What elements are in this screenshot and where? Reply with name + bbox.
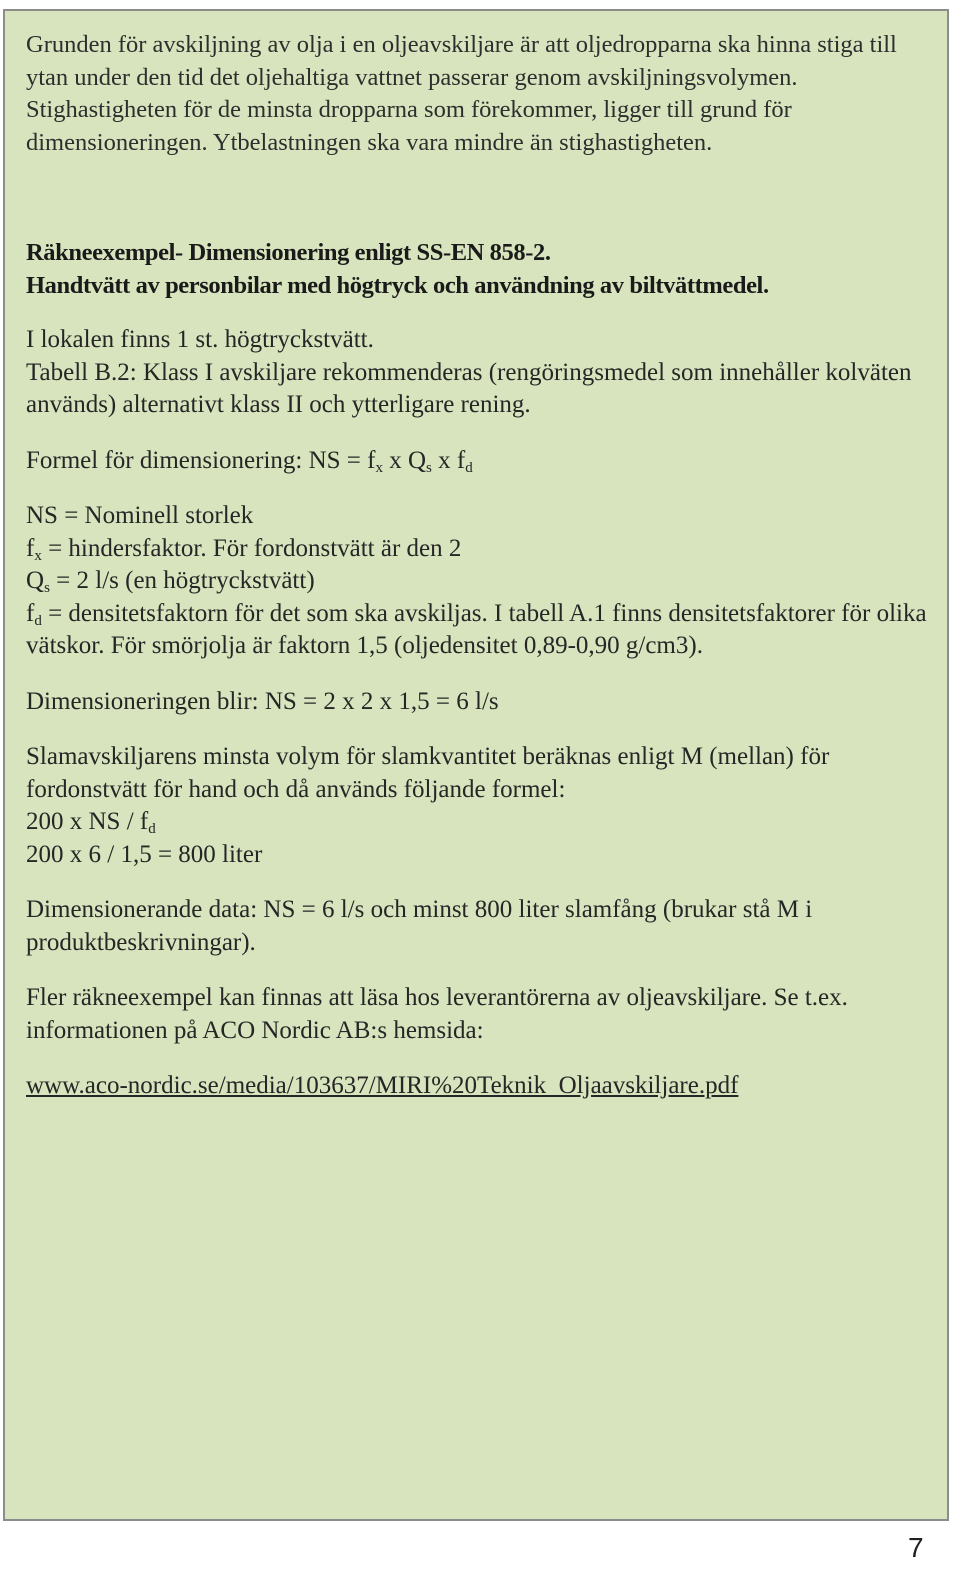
formula-prefix: Formel för dimensionering: NS = f	[26, 446, 376, 474]
page-number: 7	[908, 1532, 924, 1563]
fx-sub: x	[34, 547, 42, 564]
qs-text: = 2 l/s (en högtryckstvätt)	[49, 567, 315, 594]
fd-sub: d	[34, 612, 42, 629]
qs-symbol: Q	[26, 567, 45, 594]
example-heading-line1: Räkneexempel- Dimensionering enligt SS-EN 858-2.	[26, 239, 551, 266]
more-examples: Fler räkneexempel kan finnas att läsa hos leverantörerna av oljeavskiljare. Se t.ex. informationen på ACO Nordic AB:s hemsida:	[26, 984, 848, 1044]
qs-sub: s	[44, 580, 50, 596]
formula-mid2: x f	[431, 446, 466, 474]
info-box	[3, 9, 949, 1521]
definition-fd	[26, 598, 941, 663]
formula-sub-s: s	[426, 459, 432, 476]
sludge-formula-sub: d	[148, 821, 156, 837]
fd-text: = densitetsfaktorn för det som ska avskiljas. I tabell A.1 finns densitetsfaktorer för olika vätskor. För smörjolja är faktorn 1,5 (oljedensitet 0,89-0,90 g/cm3).	[26, 599, 927, 659]
sludge-formula	[26, 806, 941, 839]
formula-line	[26, 445, 941, 478]
formula-sub-x: x	[375, 459, 383, 476]
box-content	[26, 29, 941, 1103]
dimensioning-data: Dimensionerande data: NS = 6 l/s och minst 800 liter slamfång (brukar stå M i produktbeskrivningar).	[26, 896, 813, 956]
aco-nordic-link[interactable]: www.aco-nordic.se/media/103637/MIRI%20Teknik_Oljaavskiljare.pdf	[26, 1072, 739, 1099]
fx-text: = hindersfaktor. För fordonstvätt är den 2	[41, 534, 462, 562]
formula-sub-d: d	[465, 459, 473, 476]
fx-symbol: f	[26, 534, 35, 562]
result-line: Dimensioneringen blir: NS = 2 x 2 x 1,5 = 6 l/s	[26, 687, 499, 715]
setup-line2: Tabell B.2: Klass I avskiljare rekommenderas (rengöringsmedel som innehåller kolväten används) alternativt klass II och ytterligare rening.	[26, 358, 912, 418]
sludge-calc: 200 x 6 / 1,5 = 800 liter	[26, 840, 263, 868]
sludge-text: Slamavskiljarens minsta volym för slamkvantitet beräknas enligt M (mellan) för fordonstvätt för hand och då används följande formel:	[26, 743, 830, 803]
setup-line1: I lokalen finns 1 st. högtryckstvätt.	[26, 326, 374, 353]
sludge-formula-prefix: 200 x NS / f	[26, 808, 149, 835]
definition-fx	[26, 533, 941, 566]
formula-mid1: x Q	[382, 446, 427, 474]
definition-ns: NS = Nominell storlek	[26, 502, 254, 529]
fd-symbol: f	[26, 599, 35, 627]
definition-qs	[26, 565, 941, 598]
example-heading-line2: Handtvätt av personbilar med högtryck och användning av biltvättmedel.	[26, 271, 769, 299]
intro-paragraph: Grunden för avskiljning av olja i en oljeavskiljare är att oljedropparna ska hinna stiga till ytan under den tid det oljehaltiga vattnet passerar genom avskiljningsvolymen. Stighastigheten för de minsta dropparna som förekommer, ligger till grund för dimensioneringen. Ytbelastningen ska vara mindre än stighastigheten.	[26, 31, 897, 156]
